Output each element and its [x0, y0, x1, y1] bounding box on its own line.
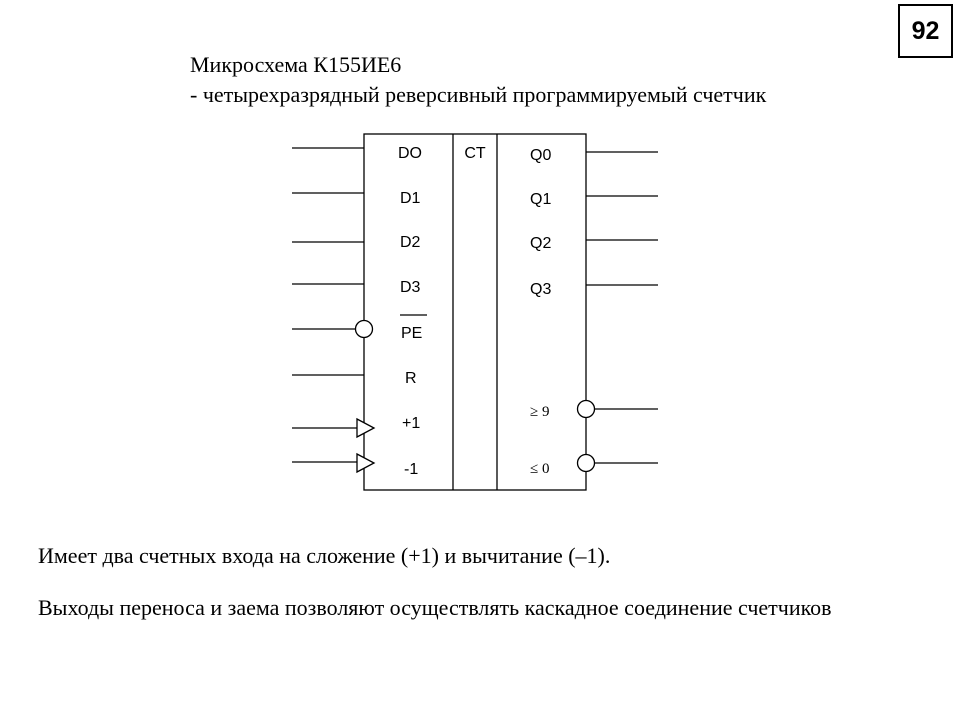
output-pins — [530, 147, 658, 477]
input-pins — [292, 145, 427, 478]
input-pin-d3 — [292, 279, 421, 296]
input-pin-d1 — [292, 190, 421, 207]
input-pin-pe — [292, 315, 427, 342]
slide-title: Микросхема К155ИЕ6 — [190, 52, 402, 77]
output-pin-carry — [530, 401, 658, 421]
inversion-circle-icon — [578, 401, 595, 418]
note-cascading: Выходы переноса и заема позволяют осуществлять каскадное соединение счетчиков — [38, 595, 832, 620]
inversion-circle-icon — [578, 455, 595, 472]
input-pin-d0 — [292, 145, 422, 162]
output-label-carry: ≥ 9 — [530, 404, 550, 420]
input-pin-d2 — [292, 234, 421, 251]
output-label-q3: Q3 — [530, 281, 552, 298]
slide-subtitle: - четырехразрядный реверсивный программируемый счетчик — [190, 82, 767, 107]
dynamic-input-triangle-icon — [357, 419, 374, 437]
input-label-r: R — [405, 370, 417, 387]
output-pin-borrow — [530, 455, 658, 478]
input-label-minus1: -1 — [404, 461, 419, 478]
output-label-q1: Q1 — [530, 191, 552, 208]
page-number-text: 92 — [911, 16, 940, 45]
input-label-d1: D1 — [400, 190, 421, 207]
dynamic-input-triangle-icon — [357, 454, 374, 472]
output-pin-q0 — [530, 147, 658, 164]
chip-body — [364, 134, 586, 490]
output-pin-q2 — [530, 235, 658, 252]
output-pin-q1 — [530, 191, 658, 208]
note-counting-inputs: Имеет два счетных входа на сложение (+1) и вычитание (–1). — [38, 543, 611, 568]
input-label-plus1: +1 — [402, 415, 421, 432]
input-pin-minus1 — [292, 454, 418, 478]
output-label-q0: Q0 — [530, 147, 552, 164]
input-label-d2: D2 — [400, 234, 421, 251]
output-label-q2: Q2 — [530, 235, 552, 252]
chip-function-label: CT — [464, 145, 486, 162]
input-label-d0: DO — [398, 145, 422, 162]
input-label-pe: PE — [401, 325, 423, 342]
output-label-borrow: ≤ 0 — [530, 461, 550, 477]
inversion-circle-icon — [356, 321, 373, 338]
input-pin-r — [292, 370, 417, 387]
output-pin-q3 — [530, 281, 658, 298]
input-pin-plus1 — [292, 415, 420, 437]
input-label-d3: D3 — [400, 279, 421, 296]
